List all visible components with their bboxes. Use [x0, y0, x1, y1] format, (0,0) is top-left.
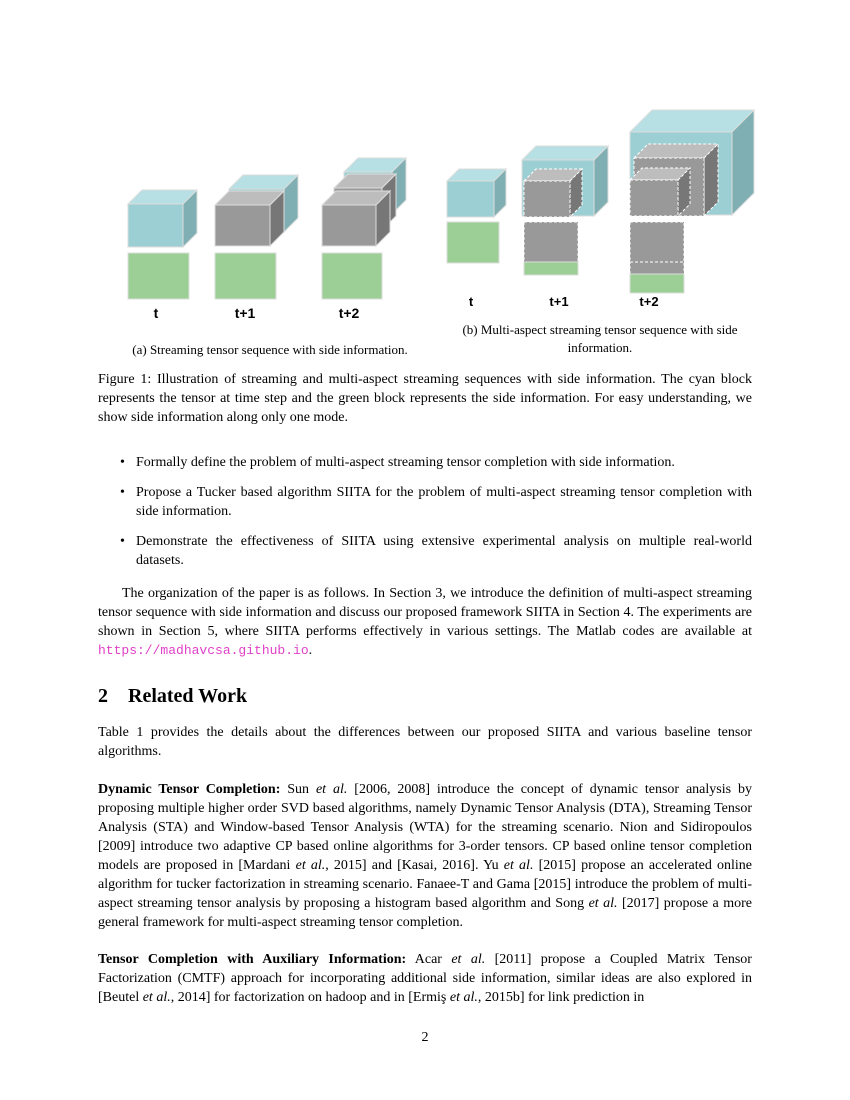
- etal: et al.: [451, 952, 486, 967]
- side-info-block-b-t2: [630, 222, 684, 293]
- figure-caption: Figure 1: Illustration of streaming and multi-aspect streaming sequences with side information. The cyan block represents the tensor at time step and the green block represents the side information. For easy understanding, we show side information along only one mode.: [98, 372, 752, 425]
- figure-1: [0, 0, 850, 330]
- side-info-block-a-t1: [215, 253, 276, 299]
- table-intro-paragraph: Table 1 provides the details about the differences between our proposed SIITA and various baseline tensor algorithms.: [98, 725, 752, 759]
- dynamic-text-2: [2006, 2008] introduce the concept of dynamic tensor analysis by proposing multiple higher order SVD based algorithms, namely Dynamic Tensor Analysis (DTA), Streaming Tensor Analysis (STA) and Window-based Tensor Analysis (WTA) for the streaming scenario. Nion and Sidiropoulos [2009] introduce two adaptive CP based online algorithms for 3-order tensors. CP based online tensor completion models are proposed in [Mardani: [98, 782, 752, 873]
- panel-a-label-t: t: [153, 305, 159, 321]
- list-item: • Formally define the problem of multi-aspect streaming tensor completion with side information.: [120, 455, 675, 470]
- auxiliary-text-4: , 2015b] for link prediction in: [477, 990, 645, 1005]
- contributions-list: [98, 453, 752, 581]
- section-number: 2: [98, 685, 108, 707]
- panel-b-caption-line2: information.: [567, 340, 633, 355]
- organization-text: The organization of the paper is as follows. In Section 3, we introduce the definition of multi-aspect streaming tensor sequence with side information and discuss our proposed framework SIITA in Section 4. The experiments are shown in Section 5, where SIITA performs effectively in various settings. The Matlab codes are available at: [98, 586, 752, 639]
- tensor-block-b-t1: [522, 146, 608, 217]
- page-number: 2: [421, 1030, 429, 1045]
- panel-a-diagram: [128, 158, 406, 321]
- list-item: • Demonstrate the effectiveness of SIITA using extensive experimental analysis on multiple real-world datasets.: [120, 534, 752, 568]
- organization-paragraph: [98, 584, 752, 660]
- auxiliary-paragraph: [98, 950, 752, 1007]
- bullet-text: Demonstrate the effectiveness of SIITA using extensive experimental analysis on multiple real-world datasets.: [136, 534, 752, 568]
- panel-b-label-t2: t+2: [639, 294, 659, 309]
- auxiliary-heading: Tensor Completion with Auxiliary Information:: [98, 952, 407, 967]
- organization-end: .: [308, 643, 313, 658]
- side-info-block-a-t2: [322, 253, 382, 299]
- etal: et al.: [588, 896, 618, 911]
- auxiliary-text-2: [2011] propose a Coupled Matrix Tensor Factorization (CMTF) approach for incorporating additional side information, similar ideas are also explored in [Beutel: [98, 952, 752, 1005]
- panel-a-label-t2: t+2: [338, 305, 360, 321]
- tensor-block-a-t1: [215, 175, 298, 246]
- tensor-block-a-t: [128, 190, 197, 247]
- tensor-block-b-t: [447, 169, 506, 217]
- panel-b-caption-line1: (b) Multi-aspect streaming tensor sequence with side: [462, 322, 738, 337]
- side-info-block-b-t: [447, 222, 499, 263]
- bullet-text: Propose a Tucker based algorithm SIITA for the problem of multi-aspect streaming tensor completion with side information.: [136, 485, 752, 519]
- code-link[interactable]: https://madhavcsa.github.io: [98, 643, 309, 658]
- dynamic-text-3: , 2015] and [Kasai, 2016]. Yu: [325, 858, 504, 873]
- panel-b-label-t1: t+1: [549, 294, 569, 309]
- section-heading: [98, 685, 247, 708]
- section-title: Related Work: [128, 685, 248, 707]
- panel-a-label-t1: t+1: [234, 305, 256, 321]
- panel-b-diagram: [447, 110, 754, 309]
- dynamic-paragraph: [98, 780, 752, 932]
- etal: et al.: [295, 858, 326, 873]
- auxiliary-text-1: Acar: [406, 952, 452, 967]
- dynamic-text-4: [2015] propose an accelerated online algorithm for tucker factorization in streaming scenario. Fanaee-T and Gama [2015] introduce the problem of multi-aspect streaming tensor analysis by proposing a histogram based algorithm and Song: [98, 858, 753, 911]
- dynamic-heading: Dynamic Tensor Completion:: [98, 782, 281, 797]
- list-item: • Propose a Tucker based algorithm SIITA for the problem of multi-aspect streaming tensor completion with side information.: [120, 485, 752, 519]
- etal: et al.: [315, 782, 348, 797]
- dynamic-text-5: [2017] propose a more general framework for multi-aspect streaming tensor completion.: [98, 896, 753, 930]
- tensor-block-a-t2: [322, 158, 406, 246]
- dynamic-text-1: Sun: [280, 782, 316, 797]
- side-info-block-a-t: [128, 253, 189, 299]
- panel-a-caption: (a) Streaming tensor sequence with side information.: [132, 342, 408, 357]
- etal: et al.: [503, 858, 534, 873]
- etal: et al.: [449, 990, 478, 1005]
- panel-b-caption: [440, 321, 760, 357]
- bullet-text: Formally define the problem of multi-aspect streaming tensor completion with side information.: [136, 455, 675, 470]
- tensor-block-b-t2: [630, 110, 754, 216]
- side-info-block-b-t1: [524, 222, 578, 275]
- auxiliary-text-3: , 2014] for factorization on hadoop and in [Ermiş: [170, 990, 450, 1005]
- etal: et al.: [142, 990, 171, 1005]
- panel-b-label-t: t: [468, 294, 474, 309]
